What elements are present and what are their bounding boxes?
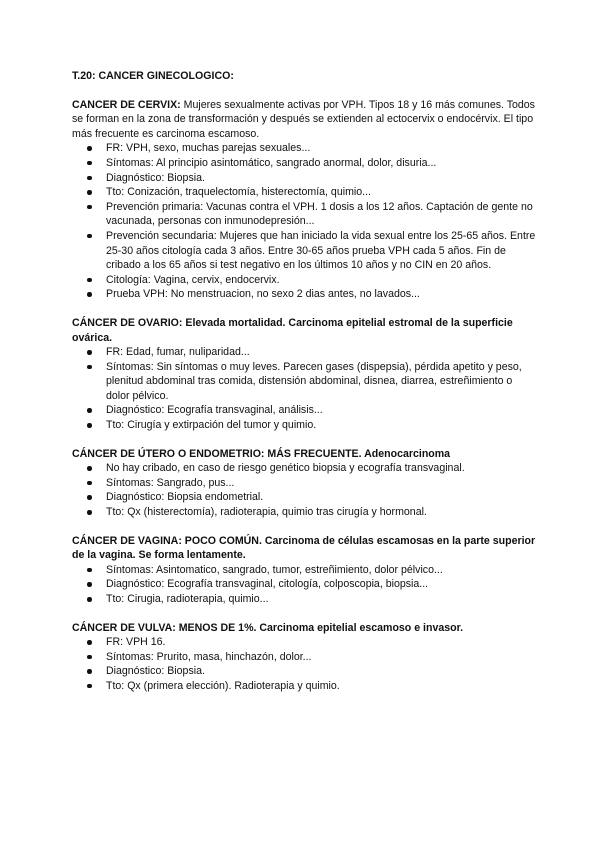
bullet-list [72, 563, 536, 607]
bullet-list [72, 635, 536, 693]
list-item: Prueba VPH: No menstruacion, no sexo 2 dias antes, no lavados... [106, 287, 536, 302]
document-title: T.20: CANCER GINECOLOGICO: [72, 70, 234, 82]
list-item: Tto: Qx (histerectomía), radioterapia, quimio tras cirugía y hormonal. [106, 505, 536, 520]
list-item: Tto: Cirugía y extirpación del tumor y quimio. [106, 418, 536, 433]
bullet-icon [87, 684, 92, 689]
bullet-icon [87, 568, 92, 573]
section-heading [72, 621, 536, 636]
list-item: FR: Edad, fumar, nuliparidad... [106, 345, 536, 360]
list-item: Tto: Qx (primera elección). Radioterapia y quimio. [106, 679, 536, 694]
bullet-icon [87, 597, 92, 602]
bullet-icon [87, 350, 92, 355]
bullet-icon [87, 510, 92, 515]
list-item: Diagnóstico: Biopsia endometrial. [106, 490, 536, 505]
list-item: Diagnóstico: Ecografía transvaginal, citología, colposcopia, biopsia... [106, 577, 536, 592]
bullet-icon [87, 161, 92, 166]
section-heading [72, 447, 536, 462]
bullet-icon [87, 292, 92, 297]
section-utero [72, 447, 536, 520]
list-item: FR: VPH 16. [106, 635, 536, 650]
list-item: Prevención secundaria: Mujeres que han iniciado la vida sexual entre los 25-65 años. Entre 25-30 años citología cada 3 años. Entre 30-65 años prueba VPH cada 5 años. Fin de cribado a los 65 años si test negativo en los últimos 10 años y no CIN en 20 años. [106, 229, 536, 273]
list-item: FR: VPH, sexo, muchas parejas sexuales... [106, 141, 536, 156]
section-title: CÁNCER DE VULVA: MENOS DE 1%. Carcinoma epitelial escamoso e invasor. [72, 621, 464, 634]
bullet-list [72, 461, 536, 519]
bullet-icon [87, 278, 92, 283]
bullet-icon [87, 176, 92, 181]
list-item: Prevención primaria: Vacunas contra el VPH. 1 dosis a los 12 años. Captación de gente no vacunada, personas con inmunodepresión... [106, 200, 536, 229]
section-title: CANCER DE CERVIX: [72, 98, 181, 111]
bullet-icon [87, 365, 92, 370]
bullet-icon [87, 495, 92, 500]
bullet-icon [87, 466, 92, 471]
list-item: Síntomas: Al principio asintomático, sangrado anormal, dolor, disuria... [106, 156, 536, 171]
list-item: Síntomas: Asintomatico, sangrado, tumor, estreñimiento, dolor pélvico... [106, 563, 536, 578]
section-heading [72, 98, 536, 142]
section-intro: Mujeres sexualmente activas por VPH. Tipos 18 y 16 más comunes. Todos se forman en la zona de transformación y después se extienden al ectocervix o endocérvix. El tipo más frecuente es carcinoma escamoso. [72, 98, 535, 140]
bullet-list [72, 141, 536, 302]
section-ovario [72, 316, 536, 433]
section-heading [72, 316, 536, 345]
bullet-icon [87, 481, 92, 486]
list-item: Citología: Vagina, cervix, endocervix. [106, 273, 536, 288]
list-item: Síntomas: Sin síntomas o muy leves. Parecen gases (dispepsia), pérdida apetito y peso, plenitud abdominal tras comida, distensión abdominal, disnea, diarrea, estreñimiento o dolor pélvico. [106, 360, 536, 404]
bullet-icon [87, 234, 92, 239]
section-title: CÁNCER DE OVARIO: Elevada mortalidad. Carcinoma epitelial estromal de la superficie ovárica. [72, 316, 513, 344]
bullet-icon [87, 205, 92, 210]
bullet-icon [87, 669, 92, 674]
bullet-icon [87, 408, 92, 413]
bullet-icon [87, 423, 92, 428]
bullet-icon [87, 146, 92, 151]
bullet-icon [87, 655, 92, 660]
list-item: No hay cribado, en caso de riesgo genético biopsia y ecografía transvaginal. [106, 461, 536, 476]
section-title: CÁNCER DE ÚTERO O ENDOMETRIO: MÁS FRECUENTE. Adenocarcinoma [72, 447, 451, 460]
section-vagina [72, 534, 536, 607]
bullet-list [72, 345, 536, 433]
list-item: Tto: Conización, traquelectomía, histerectomía, quimio... [106, 185, 536, 200]
section-vulva [72, 621, 536, 694]
bullet-icon [87, 582, 92, 587]
list-item: Diagnóstico: Biopsia. [106, 171, 536, 186]
list-item: Diagnóstico: Ecografía transvaginal, análisis... [106, 403, 536, 418]
list-item: Diagnóstico: Biopsia. [106, 664, 536, 679]
list-item: Tto: Cirugia, radioterapia, quimio... [106, 592, 536, 607]
section-cervix [72, 98, 536, 302]
list-item: Síntomas: Sangrado, pus... [106, 476, 536, 491]
list-item: Síntomas: Prurito, masa, hinchazón, dolor... [106, 650, 536, 665]
section-title: CÁNCER DE VAGINA: POCO COMÚN. Carcinoma de células escamosas en la parte superior de la vagina. Se forma lentamente. [72, 534, 536, 562]
bullet-icon [87, 640, 92, 645]
section-heading [72, 534, 536, 563]
bullet-icon [87, 190, 92, 195]
